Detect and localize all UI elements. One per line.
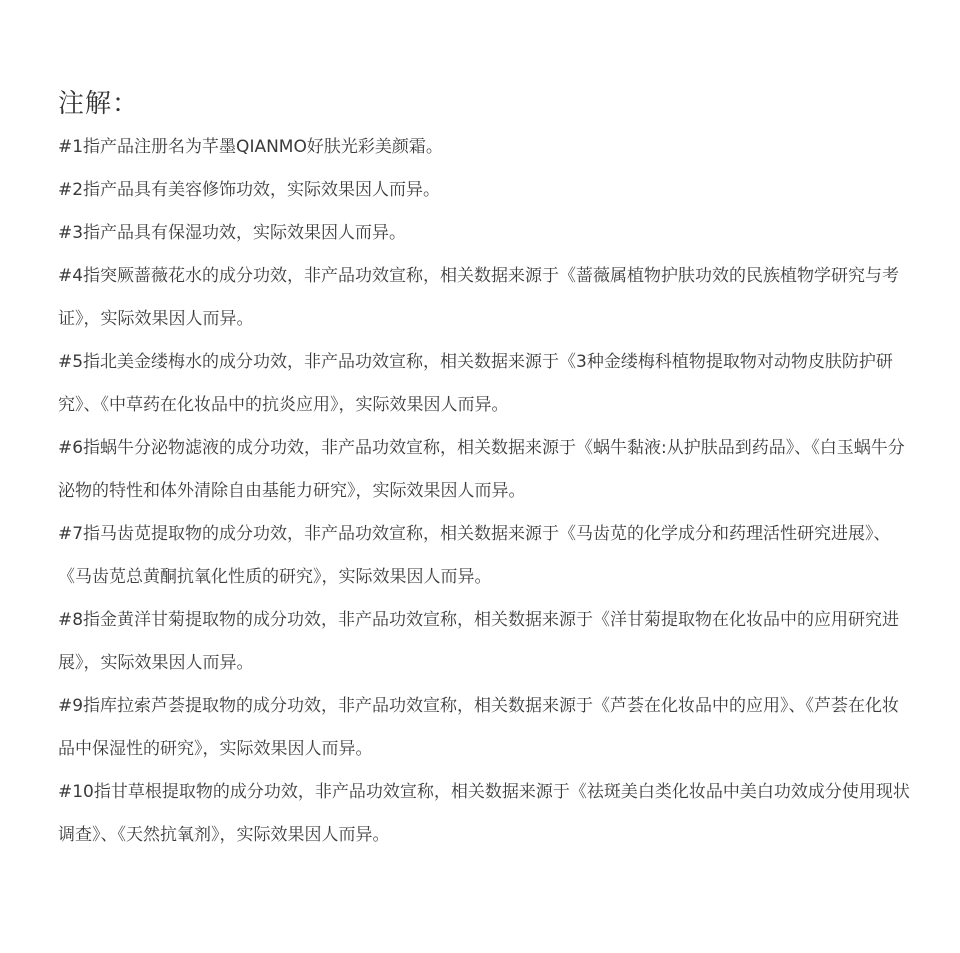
note-item: #2指产品具有美容修饰功效，实际效果因人而异。 — [58, 180, 441, 200]
note-item: #7指马齿苋提取物的成分功效，非产品功效宣称，相关数据来源于《马齿苋的化学成分和药理活性研究进展》、《马齿苋总黄酮抗氧化性质的研究》，实际效果因人而异。 — [58, 524, 891, 587]
note-item: #3指产品具有保湿功效，实际效果因人而异。 — [58, 223, 407, 243]
note-item: #5指北美金缕梅水的成分功效，非产品功效宣称，相关数据来源于《3种金缕梅科植物提取物对动物皮肤防护研究》、《中草药在化妆品中的抗炎应用》，实际效果因人而异。 — [58, 352, 893, 415]
note-item: #9指库拉索芦荟提取物的成分功效，非产品功效宣称，相关数据来源于《芦荟在化妆品中的应用》、《芦荟在化妆品中保湿性的研究》，实际效果因人而异。 — [58, 696, 900, 759]
notes-list — [58, 126, 910, 857]
note-item: #4指突厥蔷薇花水的成分功效，非产品功效宣称，相关数据来源于《蔷薇属植物护肤功效的民族植物学研究与考证》，实际效果因人而异。 — [58, 266, 900, 329]
note-item: #1指产品注册名为芊墨QIANMO好肤光彩美颜霜。 — [58, 137, 443, 157]
note-item: #6指蜗牛分泌物滤液的成分功效，非产品功效宣称，相关数据来源于《蜗牛黏液:从护肤品到药品》、《白玉蜗牛分泌物的特性和体外清除自由基能力研究》，实际效果因人而异。 — [58, 438, 905, 501]
note-item: #8指金黄洋甘菊提取物的成分功效，非产品功效宣称，相关数据来源于《洋甘菊提取物在化妆品中的应用研究进展》，实际效果因人而异。 — [58, 610, 900, 673]
note-item: #10指甘草根提取物的成分功效，非产品功效宣称，相关数据来源于《祛斑美白类化妆品中美白功效成分使用现状调查》、《天然抗氧剂》，实际效果因人而异。 — [58, 782, 910, 845]
page-title: 注解： — [58, 89, 140, 119]
